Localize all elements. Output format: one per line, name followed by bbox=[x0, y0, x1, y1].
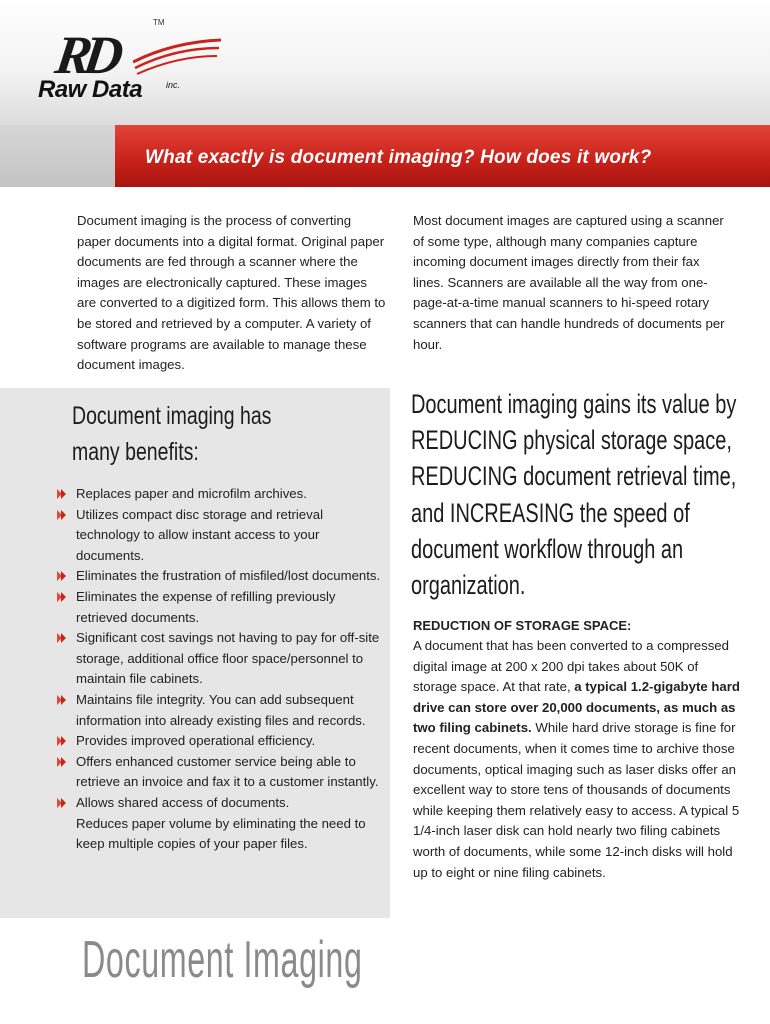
red-arrow-bullet-icon bbox=[56, 570, 68, 582]
benefits-heading bbox=[72, 398, 372, 470]
red-arrow-bullet-icon bbox=[56, 694, 68, 706]
intro-left-paragraph: Document imaging is the process of converting paper documents into a digital format. Original paper documents are fed through a scanner where the images are electronically captured. These images are converted to a digitized form. This allows them to be stored and retrieved by a computer. A variety of software programs are available to manage these document images. bbox=[77, 213, 386, 373]
storage-text-after: While hard drive storage is fine for recent documents, when it comes time to archive those documents, optical imaging such as laser disks offer an excellent way to store tens of thousands of documents while keeping them relatively easy to access. A typical 5 1/4-inch laser disk can hold nearly two filing cabinets worth of documents, while some 12-inch disks will hold up to eight or nine filing cabinets. bbox=[413, 720, 740, 880]
red-arrow-bullet-icon bbox=[56, 591, 68, 603]
benefits-heading-line1: Document imaging has bbox=[72, 402, 272, 430]
storage-heading: REDUCTION OF STORAGE SPACE: bbox=[413, 618, 632, 633]
storage-text-before: A document that has been converted to a compressed digital image at 200 x 200 dpi takes about 50K of storage space. At that rate, bbox=[413, 638, 729, 695]
benefit-text: Replaces paper and microfilm archives. bbox=[76, 486, 307, 501]
footer-title: Document Imaging bbox=[82, 931, 363, 989]
storage-paragraph bbox=[413, 636, 743, 883]
banner-gray-strip bbox=[0, 125, 115, 187]
logo-mark: RD bbox=[51, 25, 120, 85]
logo-company-name: Raw Data bbox=[38, 76, 143, 103]
benefit-item bbox=[50, 587, 390, 628]
benefit-item bbox=[50, 566, 390, 587]
logo-swoosh-icon bbox=[133, 32, 223, 82]
benefit-text: Provides improved operational efficiency. bbox=[76, 733, 316, 749]
benefit-item bbox=[50, 628, 390, 690]
red-arrow-bullet-icon bbox=[56, 735, 68, 747]
title-banner bbox=[115, 125, 770, 187]
red-arrow-bullet-icon bbox=[56, 797, 68, 809]
raw-data-logo bbox=[38, 18, 218, 118]
benefit-item bbox=[50, 793, 390, 814]
benefit-item bbox=[50, 505, 390, 567]
benefit-item bbox=[50, 484, 390, 505]
red-arrow-bullet-icon bbox=[56, 756, 68, 768]
benefit-text: Utilizes compact disc storage and retrieval technology to allow instant access to your documents. bbox=[76, 506, 324, 563]
benefit-text: Maintains file integrity. You can add subsequent information into already existing files and records. bbox=[76, 691, 366, 728]
benefit-text: Eliminates the frustration of misfiled/lost documents. bbox=[76, 568, 381, 584]
benefit-text: Offers enhanced customer service being able to retrieve an invoice and fax it to a customer instantly. bbox=[76, 753, 379, 790]
value-statement-heading: Document imaging gains its value by REDUCING physical storage space, REDUCING document retrieval time, and INCREASING the speed of document workflow through an organization. bbox=[411, 389, 737, 601]
benefit-text: Eliminates the expense of refilling previously retrieved documents. bbox=[76, 588, 336, 625]
benefits-list bbox=[50, 484, 390, 855]
benefit-item bbox=[50, 690, 390, 731]
red-arrow-bullet-icon bbox=[56, 488, 68, 500]
benefit-item bbox=[50, 731, 390, 752]
benefit-text: Significant cost savings not having to pay for off-site storage, additional office floor space/personnel to maintain file cabinets. bbox=[76, 630, 380, 687]
benefits-heading-line2: many benefits: bbox=[72, 438, 199, 466]
banner-title: What exactly is document imaging? How does it work? bbox=[145, 147, 652, 168]
logo-trademark: TM bbox=[153, 18, 165, 27]
logo-company-suffix: inc. bbox=[166, 80, 181, 90]
storage-text-bold: a typical 1.2-gigabyte hard drive can store over 20,000 documents, as much as two filing cabinets. bbox=[413, 679, 740, 736]
red-arrow-bullet-icon bbox=[56, 632, 68, 644]
benefit-trailing-text: Reduces paper volume by eliminating the need to keep multiple copies of your paper files. bbox=[76, 815, 366, 852]
benefit-text: Allows shared access of documents. bbox=[76, 794, 290, 810]
storage-section bbox=[413, 616, 743, 883]
intro-right-paragraph: Most document images are captured using a scanner of some type, although many companies capture incoming document images directly from their fax lines. Scanners are available all the way from one-page-at-a-time manual scanners to hi-speed rotary scanners that can handle hundreds of documents per hour. bbox=[413, 213, 725, 352]
benefit-item bbox=[50, 752, 390, 793]
red-arrow-bullet-icon bbox=[56, 509, 68, 521]
